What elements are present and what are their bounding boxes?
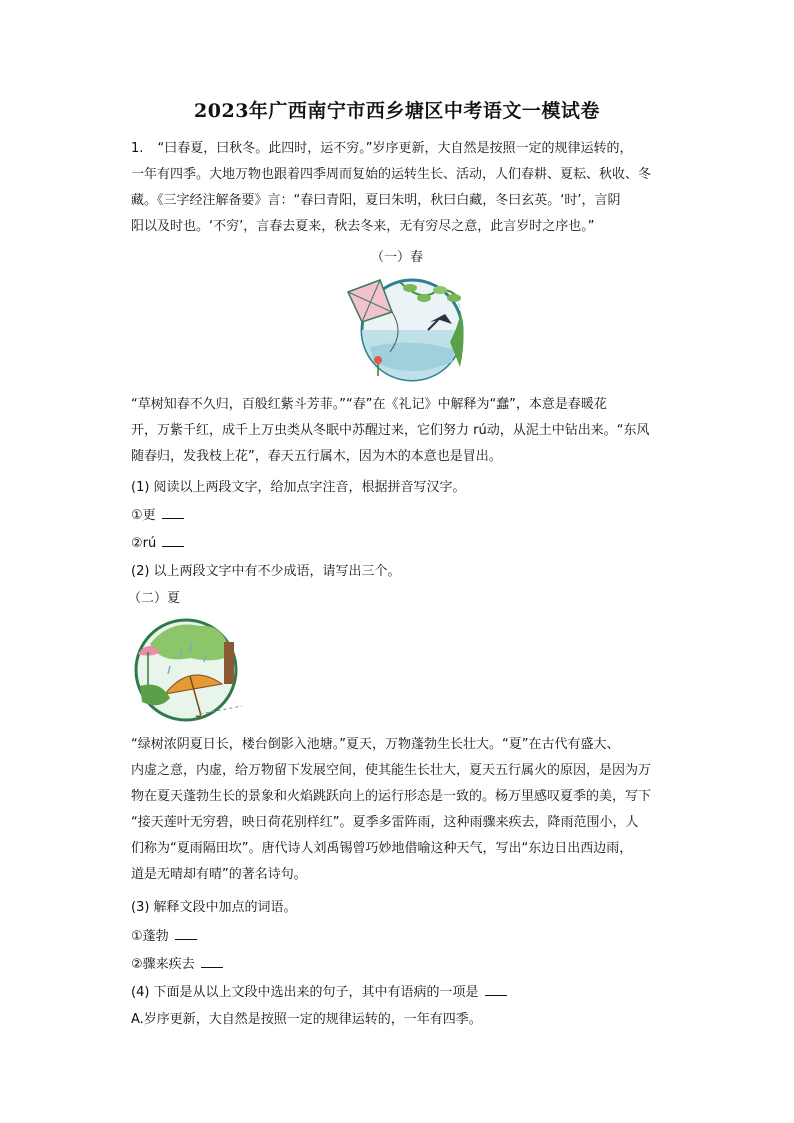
- summer-q3-item-a: [131, 927, 671, 947]
- q1-number: 1.: [131, 141, 144, 156]
- q1-line-1: [131, 139, 671, 159]
- spring-q1-b-label: ②rú: [131, 536, 157, 551]
- answer-blank[interactable]: [175, 927, 197, 940]
- spring-q1-item-b: [131, 534, 671, 554]
- spring-para-line: 开，万紫千红，成千上万虫类从冬眠中苏醒过来，它们努力 rú动，从泥土中钻出来。“东风: [131, 423, 650, 438]
- spring-q1-item-a: [131, 506, 671, 526]
- spring-q1-a-label: ①更: [131, 508, 156, 523]
- q1-intro-line: “曰春夏，曰秋冬。此四时，运不穷。”岁序更新，大自然是按照一定的规律运转的，: [157, 141, 633, 156]
- q1-intro-line: 一年有四季。大地万物也跟着四季周而复始的运转生长、活动，人们春耕、夏耘、秋收、冬: [131, 167, 652, 182]
- summer-para-line: 们称为“夏雨隔田坎”。唐代诗人刘禹锡曾巧妙地借喻这种天气，写出“东边日出西边雨，: [131, 841, 633, 856]
- summer-para-line: “绿树浓阴夏日长，楼台倒影入池塘。”夏天，万物蓬勃生长壮大。“夏”在古代有盛大、: [131, 737, 620, 752]
- summer-para-line: “接天莲叶无穷碧，映日荷花别样红”。夏季多雷阵雨，这种雨骤来疾去，降雨范围小，人: [131, 815, 639, 830]
- answer-blank[interactable]: [162, 534, 184, 547]
- summer-q3-item-b: [131, 955, 671, 975]
- summer-q3-b-label: ②骤来疾去: [131, 957, 195, 972]
- q1-intro-line: 藏。《三字经注解备要》言：“春曰青阳，夏曰朱明，秋曰白藏，冬曰玄英。‘时’，言阴: [131, 193, 621, 208]
- page-title: 2023年广西南宁市西乡塘区中考语文一模试卷: [194, 100, 600, 122]
- summer-para-line: 道是无晴却有晴”的著名诗句。: [131, 867, 307, 882]
- summer-q4: [131, 983, 671, 1003]
- spring-para-line: “草树知春不久归，百般红紫斗芳菲。”“春”在《礼记》中解释为“蠢”，本意是春暖花: [131, 397, 607, 412]
- spring-q2: (2) 以上两段文字中有不少成语，请写出三个。: [131, 564, 401, 579]
- spring-heading: （一）春: [370, 250, 423, 265]
- summer-q4-label: (4) 下面是从以上文段中选出来的句子，其中有语病的一项是: [131, 985, 479, 1000]
- answer-blank[interactable]: [162, 506, 184, 519]
- summer-para-line: 内虚之意，内虚，给万物留下发展空间，使其能生长壮大，夏天五行属火的原因，是因为万: [131, 763, 652, 778]
- summer-para-line: 物在夏天蓬勃生长的景象和火焰跳跃向上的运行形态是一致的。杨万里感叹夏季的美，写下: [131, 789, 652, 804]
- spring-para-line: 随春归，发我枝上花”，春天五行属木，因为木的本意也是冒出。: [131, 449, 502, 464]
- answer-blank[interactable]: [201, 955, 223, 968]
- answer-blank[interactable]: [485, 983, 507, 996]
- summer-q3-a-label: ①蓬勃: [131, 929, 169, 944]
- q1-intro-line: 阳以及时也。‘不穷’，言春去夏来，秋去冬来，无有穷尽之意，此言岁时之序也。”: [131, 219, 595, 234]
- summer-q4-option-a[interactable]: A.岁序更新，大自然是按照一定的规律运转的，一年有四季。: [131, 1012, 482, 1027]
- spring-q1: (1) 阅读以上两段文字，给加点字注音，根据拼音写汉字。: [131, 480, 466, 495]
- summer-heading: （二）夏: [128, 591, 181, 606]
- spring-illustration: [340, 272, 475, 384]
- summer-illustration: [130, 614, 246, 722]
- summer-q3: (3) 解释文段中加点的词语。: [131, 900, 297, 915]
